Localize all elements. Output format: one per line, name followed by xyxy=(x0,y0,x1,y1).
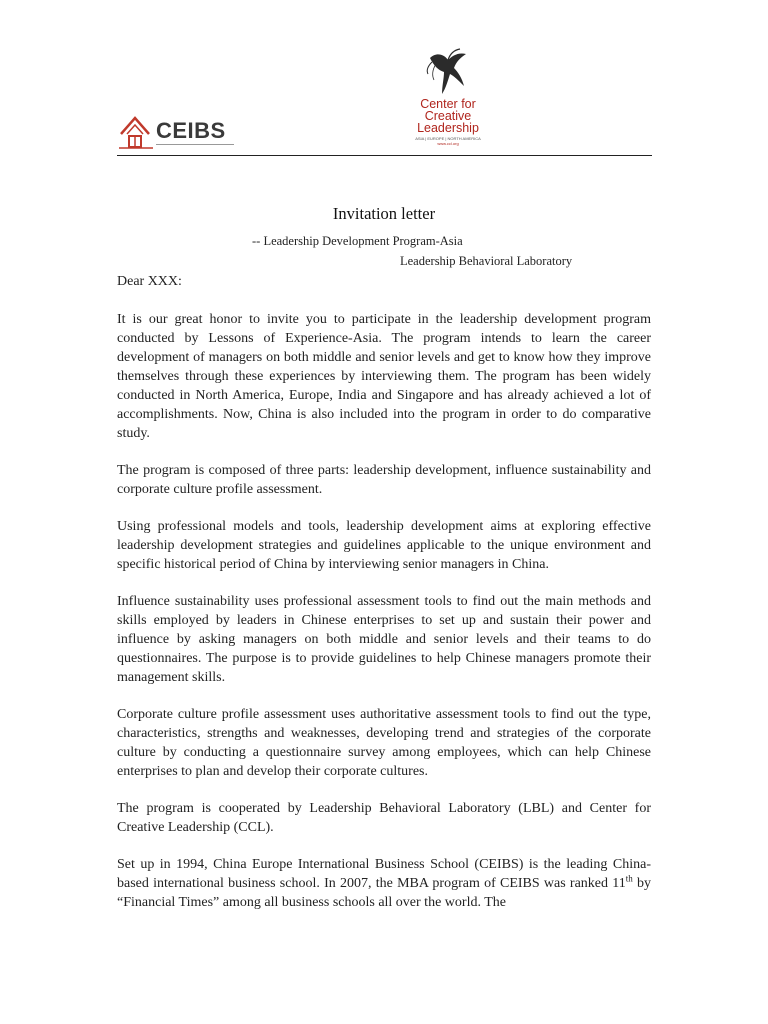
ccl-logo-url: www.ccl.org xyxy=(437,141,459,146)
ccl-logo-line-1: Center for xyxy=(420,97,476,111)
ccl-logo-text xyxy=(412,98,484,134)
paragraph-7 xyxy=(117,855,651,912)
ccl-logo-tagline: ASIA | EUROPE | NORTH AMERICA xyxy=(415,136,481,141)
paragraph-5: Corporate culture profile assessment uses authoritative assessment tools to find out the type, characteristics, strengths and weaknesses, developing trend and strategies of the corporate culture by conducting a questionnaire survey among employees, which can help Chinese enterprises to plan and develop their corporate cultures. xyxy=(117,707,651,779)
ccl-logo xyxy=(412,48,484,156)
ordinal-suffix: th xyxy=(625,873,633,884)
header-divider xyxy=(117,155,652,156)
letter-subtitle-2: Leadership Behavioral Laboratory xyxy=(400,254,573,268)
ccl-logo-line-3: Leadership xyxy=(417,121,479,135)
letter-subtitle-1: -- Leadership Development Program-Asia xyxy=(252,234,463,248)
paragraph-4: Influence sustainability uses professional assessment tools to find out the main methods and skills employed by leaders in Chinese enterprises to set up and sustain their power and influence by asking managers on both middle and senior levels and their teams to do questionnaires. The purpose is to provide guidelines to help Chinese managers promote their management skills. xyxy=(117,594,651,685)
crane-bird-icon xyxy=(422,48,474,96)
ceibs-logo xyxy=(117,112,237,152)
ceibs-emblem-icon xyxy=(117,112,157,150)
ceibs-logo-text: CEIBS xyxy=(156,118,226,143)
ceibs-logo-underline xyxy=(156,144,234,145)
paragraph-6: The program is cooperated by Leadership Behavioral Laboratory (LBL) and Center for Creative Leadership (CCL). xyxy=(117,801,651,835)
paragraph-3: Using professional models and tools, leadership development aims at exploring effective leadership development strategies and guidelines applicable to the unique environment and specific historical period of China by interviewing senior managers in China. xyxy=(117,519,651,572)
letter-title: Invitation letter xyxy=(332,204,436,223)
paragraph-2: The program is composed of three parts: leadership development, influence sustainability and corporate culture profile assessment. xyxy=(117,463,651,497)
salutation: Dear XXX: xyxy=(117,274,182,289)
paragraph-7-text-a: Set up in 1994, China Europe International Business School (CEIBS) is the leading China-based international business school. In 2007, the MBA program of CEIBS was ranked 11 xyxy=(117,857,651,891)
paragraph-1: It is our great honor to invite you to participate in the leadership development program conducted by Lessons of Experience-Asia. The program intends to learn the career development of managers on both middle and senior levels and get to know how they improve themselves through these experiences by interviewing them. The program has been widely conducted in North America, Europe, India and Singapore and has already achieved a lot of accomplishments. Now, China is also included into the program in order to do comparative study. xyxy=(117,312,651,441)
paragraph-7-text-b: by “Financial Times” among all business schools all over the world. The xyxy=(117,876,651,910)
letter-body xyxy=(117,310,651,930)
ccl-logo-line-2: Creative xyxy=(424,109,472,123)
